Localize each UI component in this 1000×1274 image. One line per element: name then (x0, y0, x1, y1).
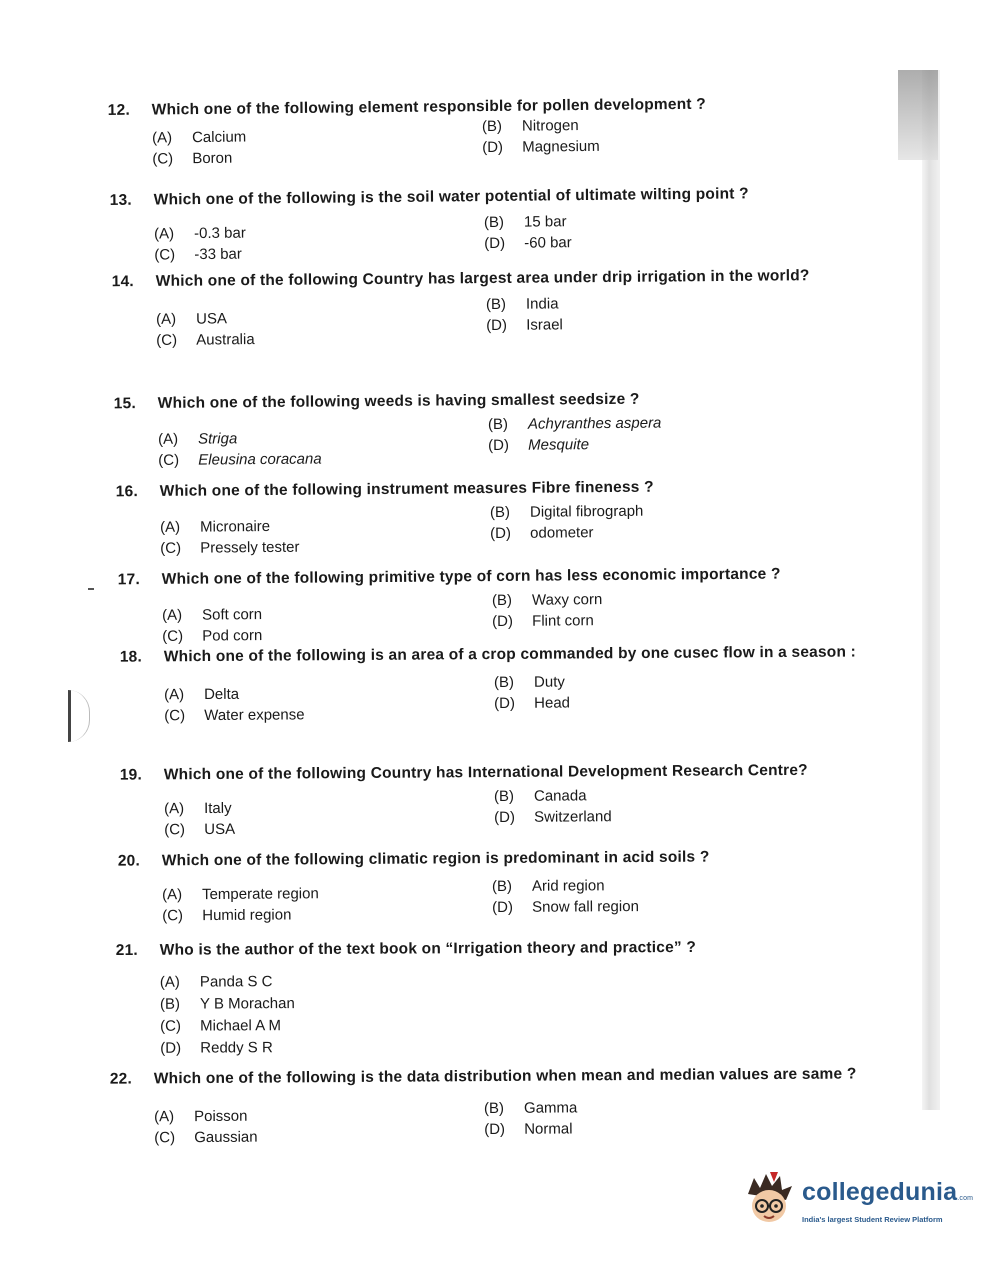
question-13 (110, 182, 871, 266)
option-text: Eleusina coracana (198, 450, 322, 469)
option-b (492, 587, 822, 611)
question-stem (120, 641, 872, 668)
option-text: Duty (533, 673, 565, 691)
option-label: (C) (154, 1129, 176, 1147)
option-text: 15 bar (523, 213, 567, 231)
collegedunia-logo (740, 1168, 974, 1230)
option-a (156, 306, 486, 330)
option-text: Head (534, 694, 571, 712)
option-label: (A) (156, 310, 177, 328)
option-text: Mesquite (528, 436, 590, 454)
option-text: Gaussian (194, 1128, 258, 1147)
option-d (494, 691, 824, 714)
option-text: Achyranthes aspera (527, 414, 662, 433)
option-text: Snow fall region (532, 898, 639, 916)
option-d (484, 1117, 814, 1140)
option-label: (B) (485, 295, 507, 314)
option-text: USA (204, 820, 236, 839)
option-label: (A) (153, 225, 175, 243)
option-text: -33 bar (194, 245, 242, 264)
question-stem (116, 936, 876, 962)
option-label: (B) (483, 213, 505, 232)
question-12 (108, 92, 869, 170)
option-label: (C) (156, 331, 178, 349)
option-text: Canada (533, 787, 587, 805)
logo-suffix: .com (957, 1195, 974, 1202)
option-label: (A) (151, 129, 173, 147)
option-c (154, 1125, 484, 1148)
logo-name: collegedunia (802, 1178, 958, 1206)
options (164, 673, 872, 726)
option-text: Normal (524, 1120, 573, 1138)
option-label: (B) (487, 415, 509, 434)
option-label: (A) (163, 800, 185, 818)
option-text: Micronaire (200, 517, 271, 536)
option-label: (C) (154, 246, 176, 264)
option-label: (D) (160, 1039, 182, 1057)
option-label: (D) (490, 524, 512, 543)
option-text: odometer (530, 524, 594, 542)
option-label: (C) (152, 150, 174, 168)
option-text: Italy (203, 799, 232, 818)
option-text: Delta (204, 685, 240, 704)
option-a (160, 514, 490, 538)
question-stem (120, 759, 872, 786)
option-label: (D) (482, 138, 504, 157)
option-text: Calcium (191, 128, 247, 147)
question-number: 16. (115, 483, 138, 501)
option-b (488, 411, 818, 435)
option-text: Reddy S R (200, 1039, 273, 1057)
option-d (160, 1036, 490, 1060)
option-label: (C) (162, 907, 184, 925)
option-b (490, 499, 820, 523)
question-number: 14. (111, 273, 134, 291)
question-20 (118, 845, 879, 926)
options (158, 414, 874, 471)
option-label: (D) (488, 436, 510, 455)
question-stem (110, 1063, 870, 1090)
option-text: Australia (196, 331, 255, 349)
option-text: Magnesium (522, 137, 600, 156)
option-text: Gamma (523, 1099, 578, 1117)
options (162, 879, 878, 926)
option-c (164, 703, 494, 726)
option-b (494, 784, 824, 807)
option-text: Nitrogen (521, 117, 579, 135)
question-text: Who is the author of the text book on “Irrigation theory and practice” ? (159, 938, 697, 959)
options (160, 968, 876, 1060)
option-text: Arid region (531, 877, 605, 895)
option-text: Water expense (204, 706, 305, 725)
logo-wordmark (802, 1178, 973, 1207)
option-a (162, 602, 492, 626)
option-a (160, 970, 490, 994)
option-label: (B) (493, 787, 515, 806)
question-number: 17. (117, 571, 140, 589)
option-text: Humid region (202, 906, 292, 925)
option-a (162, 882, 492, 905)
option-text: Soft corn (202, 606, 263, 624)
option-text: Pressely tester (200, 538, 300, 557)
option-label: (B) (481, 117, 503, 136)
option-d (492, 608, 822, 632)
option-label: (D) (484, 1120, 506, 1139)
option-b (484, 1096, 814, 1119)
option-b (486, 291, 816, 315)
option-a (154, 1104, 484, 1127)
option-a (158, 426, 488, 450)
option-label: (D) (484, 234, 506, 253)
punch-hole-mark (68, 690, 90, 742)
option-label: (C) (160, 1017, 182, 1035)
question-22 (110, 1063, 871, 1148)
option-label: (D) (494, 808, 516, 827)
question-21 (116, 936, 877, 1060)
question-number: 22. (109, 1070, 133, 1088)
option-c (154, 241, 484, 265)
option-b (160, 992, 490, 1016)
option-text: USA (196, 310, 228, 328)
question-number: 19. (119, 766, 143, 784)
options (153, 213, 870, 265)
option-text: Poisson (194, 1107, 248, 1126)
scan-edge-top-shadow (898, 70, 938, 160)
option-label: (D) (486, 316, 508, 335)
option-c (156, 327, 486, 351)
option-label: (C) (160, 539, 182, 557)
question-number: 20. (117, 852, 141, 870)
option-text: -0.3 bar (193, 224, 246, 243)
option-d (494, 805, 824, 828)
options (156, 295, 868, 351)
mascot-icon (740, 1168, 798, 1230)
question-number: 21. (115, 941, 138, 959)
option-label: (A) (162, 606, 183, 624)
option-label: (C) (162, 627, 184, 645)
question-text: Which one of the following instrument measures Fibre fineness ? (159, 478, 654, 500)
option-text: Digital fibrograph (529, 502, 644, 521)
option-label: (B) (491, 877, 513, 896)
option-d (486, 312, 816, 336)
option-c (162, 903, 492, 926)
option-text: Panda S C (199, 973, 273, 991)
option-label: (A) (158, 430, 179, 448)
question-text: Which one of the following is the soil water potential of ultimate wilting point ? (153, 185, 749, 209)
option-label: (D) (492, 612, 514, 631)
option-label: (C) (164, 821, 186, 839)
option-text: Waxy corn (531, 591, 603, 609)
option-label: (B) (493, 673, 515, 692)
question-text: Which one of the following weeds is having smallest seedsize ? (157, 390, 640, 412)
option-label: (B) (483, 1099, 505, 1118)
option-label: (A) (161, 886, 183, 904)
option-d (482, 134, 812, 158)
option-label: (A) (160, 518, 181, 536)
question-text: Which one of the following element responsible for pollen development ? (151, 95, 706, 119)
logo-tagline: India's largest Student Review Platform (802, 1215, 943, 1224)
option-text: Michael A M (200, 1017, 282, 1035)
option-label: (B) (489, 503, 511, 522)
option-text: Temperate region (201, 885, 319, 904)
option-c (160, 535, 490, 559)
option-label: (D) (492, 898, 514, 917)
question-15 (114, 387, 875, 472)
option-label: (C) (158, 451, 180, 469)
option-c (158, 447, 488, 471)
option-label: (A) (164, 686, 185, 704)
question-number: 18. (119, 648, 143, 666)
question-text: Which one of the following Country has International Development Research Centre? (163, 761, 808, 784)
question-number: 12. (107, 101, 131, 119)
question-number: 15. (113, 395, 136, 413)
question-stem (110, 182, 870, 212)
question-number: 13. (109, 191, 132, 209)
question-text: Which one of the following Country has largest area under drip irrigation in the world? (155, 267, 810, 290)
scan-edge-shadow (922, 70, 940, 1110)
option-a (164, 682, 494, 705)
option-a (164, 796, 494, 819)
option-text: India (525, 295, 559, 313)
option-text: Israel (526, 316, 563, 334)
option-label: (D) (494, 694, 516, 713)
question-stem (112, 265, 868, 294)
option-text: Boron (192, 149, 233, 168)
option-label: (B) (491, 591, 513, 610)
question-16 (116, 475, 877, 560)
options (151, 117, 868, 169)
question-text: Which one of the following is the data distribution when mean and median values are same ? (153, 1065, 857, 1088)
question-text: Which one of the following is an area of a crop commanded by one cusec flow in a season : (163, 643, 857, 666)
option-c (164, 817, 494, 840)
option-d (490, 520, 820, 544)
option-text: Y B Morachan (199, 995, 295, 1013)
option-label: (B) (159, 995, 181, 1013)
option-text: -60 bar (524, 234, 572, 252)
options (162, 591, 878, 647)
options (154, 1101, 870, 1148)
option-b (494, 670, 824, 693)
question-19 (120, 759, 873, 840)
question-18 (120, 641, 873, 726)
option-c (152, 145, 482, 169)
option-text: Flint corn (532, 612, 594, 630)
option-b (492, 874, 822, 897)
option-text: Striga (198, 430, 238, 448)
option-c (162, 623, 492, 647)
options (163, 787, 872, 840)
option-text: Pod corn (202, 627, 263, 645)
question-14 (112, 265, 869, 352)
option-c (160, 1014, 490, 1038)
option-d (492, 895, 822, 918)
question-text: Which one of the following primitive type of corn has less economic importance ? (161, 565, 781, 588)
question-stem (118, 845, 878, 872)
option-text: Switzerland (534, 808, 612, 826)
option-label: (A) (159, 973, 180, 991)
question-17 (118, 563, 879, 648)
options (160, 502, 876, 559)
option-label: (A) (154, 1108, 175, 1126)
option-label: (C) (164, 707, 186, 725)
stray-mark (88, 588, 94, 590)
option-d (484, 230, 814, 254)
question-text: Which one of the following climatic region is predominant in acid soils ? (161, 848, 710, 870)
option-d (488, 432, 818, 456)
